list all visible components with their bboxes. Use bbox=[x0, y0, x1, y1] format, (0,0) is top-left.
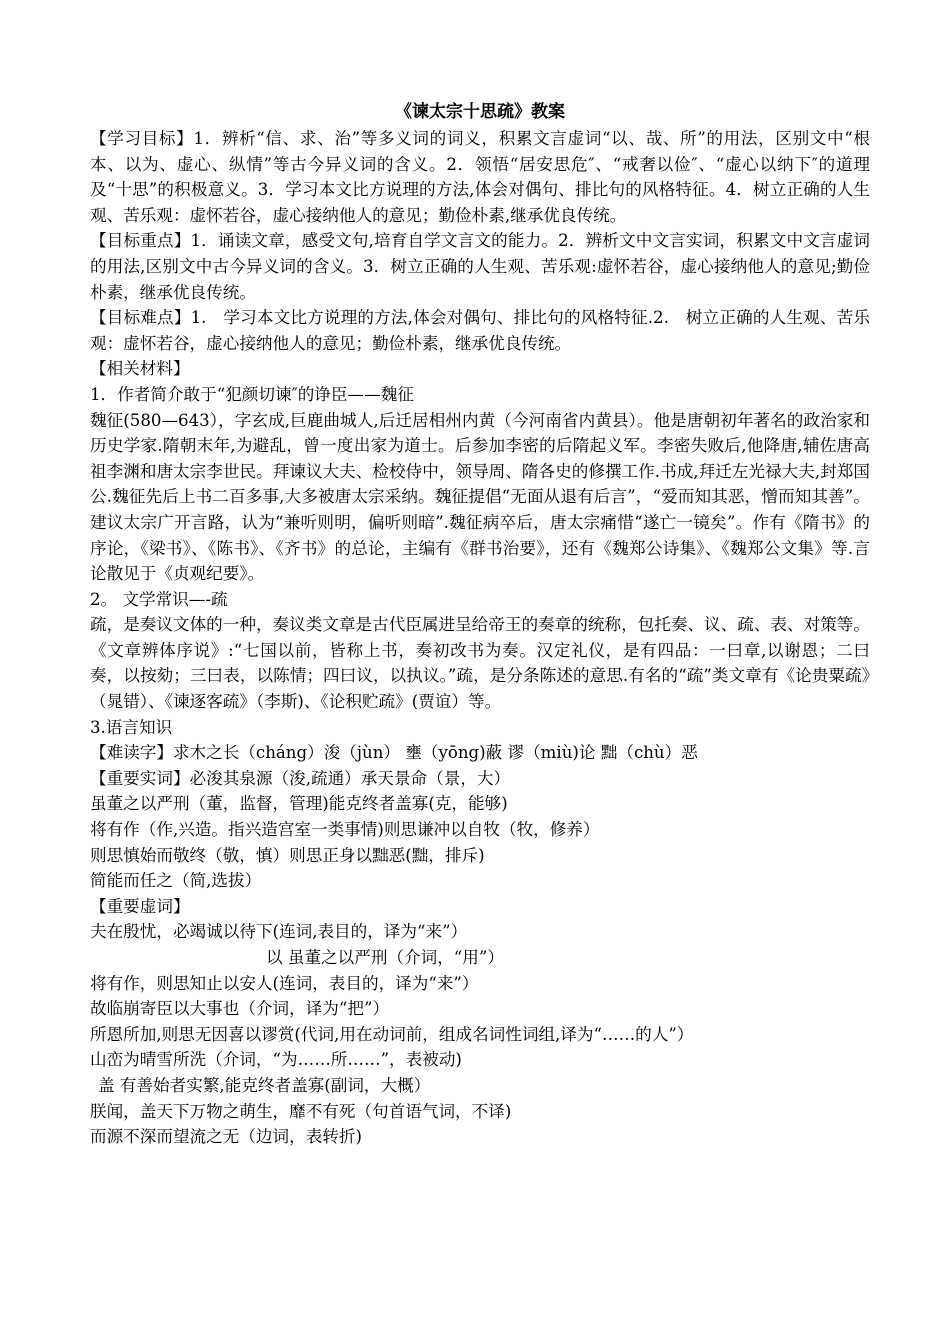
literature-text: 疏，是奏议文体的一种，奏议类文章是古代臣属进呈给帝王的奏章的统称，包托奏、议、疏、表、对策等。《文章辨体序说》:“七国以前，皆称上书，奏初改书为奏。汉定礼仪，是有四品：一曰章,以谢恩；二曰奏，以按劾；三曰表，以陈情；四曰议，以执议。”疏，是分条陈述的意思.有名的“疏”类文章有《论贵粟疏》（晁错）、《谏逐客疏》（李斯)、《论积贮疏》(贾谊）等。 bbox=[90, 615, 870, 712]
function-word-line: 朕闻，盖天下万物之萌生，靡不有死（句首语气词，不译) bbox=[90, 1101, 512, 1121]
language-heading: 3.语言知识 bbox=[90, 717, 173, 737]
function-word-line: 所恩所加,则思无因喜以谬赏(代词,用在动词前，组成名词性词组,译为“……的人”） bbox=[90, 1024, 694, 1044]
difficulties-heading: 【目标难点】 bbox=[90, 308, 191, 328]
document-page bbox=[90, 98, 870, 1150]
key-points-text: 1．诵读文章，感受文句,培育自学文言文的能力。2．辨析文中文言实词，积累文中文言虚词的用法,区别文中古今异义词的含义。3．树立正确的人生观、苦乐观:虚怀若谷，虚心接纳他人的意见;勤俭朴素，继承优良传统。 bbox=[90, 231, 871, 302]
function-word-line: 故临崩寄臣以大事也（介词，译为“把”） bbox=[90, 999, 390, 1019]
content-word-line: 将有作（作,兴造。指兴造宫室一类事情)则思谦冲以自牧（牧，修养） bbox=[90, 820, 600, 840]
function-word-line: 以 虽董之以严刑（介词，“用”） bbox=[266, 948, 504, 967]
hard-characters: 【难读字】求木之长（cháng）浚（jùn） 壅（yōng)蔽 谬（miù)论 黜（chù）恶 bbox=[90, 743, 698, 763]
learning-objectives-heading: 【学习目标】 bbox=[90, 129, 194, 148]
materials-heading: 【相关材料】 bbox=[90, 359, 190, 379]
content-word-line: 简能而任之（简,选拔） bbox=[90, 871, 262, 891]
difficulties-text: 1. 学习本文比方说理的方法,体会对偶句、排比句的风格特征.2. 树立正确的人生观、苦乐观：虚怀若谷，虚心接纳他人的意见；勤俭朴素，继承优良传统。 bbox=[90, 308, 870, 353]
function-word-line: 而源不深而望流之无（边词，表转折) bbox=[90, 1127, 362, 1147]
content-word-line: 虽董之以严刑（董，监督，管理)能克终者盖寡(克，能够) bbox=[90, 794, 508, 814]
learning-objectives bbox=[90, 126, 870, 228]
key-points-heading: 【目标重点】 bbox=[90, 231, 191, 251]
function-word-line: 山峦为晴雪所洗（介词，“为……所……”，表被动) bbox=[90, 1050, 462, 1070]
document-title: 《谏太宗十思疏》教案 bbox=[395, 102, 565, 122]
content-word-line: 【重要实词】必浚其泉源（浚,疏通）承天景命（景，大） bbox=[90, 768, 511, 788]
author-heading: 1．作者简介敢于“犯颜切谏″的诤臣——魏征 bbox=[90, 384, 414, 404]
function-words-heading: 【重要虚词】 bbox=[90, 896, 190, 916]
function-word-line: 盖 有善始者实繁,能克终者盖寡(副词，大概） bbox=[98, 1075, 431, 1095]
function-word-line: 将有作，则思知止以安人(连词，表目的，译为“来”） bbox=[90, 973, 479, 993]
content-word-line: 则思慎始而敬终（敬，慎）则思正身以黜恶(黜，排斥) bbox=[90, 845, 485, 865]
difficulties bbox=[90, 305, 870, 356]
literature-heading: 2。 文学常识—-疏 bbox=[90, 589, 228, 609]
author-text: 魏征(580—643），字玄成,巨鹿曲城人,后迁居相州内黄（今河南省内黄县）。他是唐朝初年著名的政治家和历史学家.隋朝末年,为避乱，曾一度出家为道士。后参加李密的后隋起义军。李密失败后,他降唐,辅佐唐高祖李渊和唐太宗李世民。拜谏议大夫、检校侍中，领导周、隋各史的修撰工作.书成,拜迁左光禄大夫,封郑国公.魏征先后上书二百多事,大多被唐太宗采纳。魏征提倡“无面从退有后言”，“爱而知其恶，憎而知其善”。建议太宗广开言路，认为“兼听则明，偏听则暗”.魏征病卒后，唐太宗痛惜“遂亡一镜矣”。作有《隋书》的序论，《梁书》、《陈书》、《齐书》的总论，主编有《群书治要》，还有《魏郑公诗集》、《魏郑公文集》等.言论散见于《贞观纪要》。 bbox=[90, 410, 870, 584]
key-points bbox=[90, 228, 870, 305]
function-word-line: 夫在殷忧，必竭诚以待下(连词,表目的，译为“来”） bbox=[90, 922, 468, 942]
learning-objectives-text: 1．辨析“信、求、治”等多义词的词义，积累文言虚词“以、哉、所”的用法，区别文中“根本、以为、虚心、纵情”等古今异义词的含义。2．领悟“居安思危″、“戒奢以俭″、“虚心以纳下″的道理及“十思”的积极意义。3．学习本文比方说理的方法,体会对偶句、排比句的风格特征。4．树立正确的人生观、苦乐观：虚怀若谷，虚心接纳他人的意见；勤俭朴素,继承优良传统。 bbox=[90, 129, 870, 225]
